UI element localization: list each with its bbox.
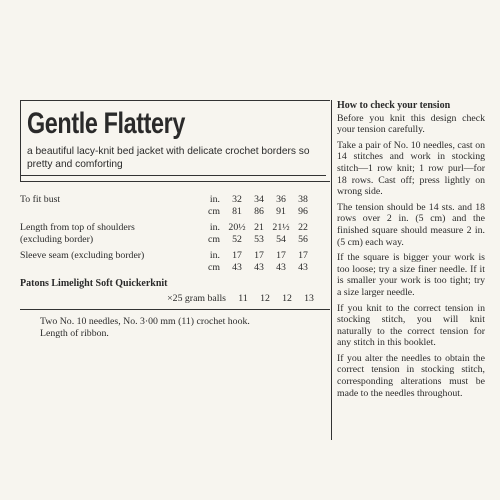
measure-value: 56 bbox=[298, 233, 308, 245]
measure-value: 36 bbox=[276, 194, 286, 205]
tension-paragraph: Before you knit this design check your tension carefully. bbox=[337, 112, 485, 136]
measure-value: 17 bbox=[298, 250, 308, 261]
tension-paragraph: If you alter the needles to obtain the correct tension in stocking stitch, corresponding alterations must be made to the needles throughout. bbox=[337, 352, 485, 399]
yarn-value: 12 bbox=[282, 292, 292, 304]
measure-value: 43 bbox=[254, 261, 264, 273]
measure-unit: in. bbox=[209, 250, 220, 261]
measurements-table bbox=[20, 194, 330, 310]
measure-unit: in. bbox=[209, 194, 220, 205]
yarn-value: 12 bbox=[260, 292, 270, 304]
measure-row bbox=[20, 194, 330, 206]
measure-group-bust bbox=[20, 194, 330, 217]
measure-value: 54 bbox=[276, 233, 286, 245]
measure-value: 38 bbox=[298, 194, 308, 205]
measure-value: 43 bbox=[232, 261, 242, 273]
measure-unit: in. bbox=[209, 222, 220, 233]
measure-value: 17 bbox=[254, 250, 264, 261]
yarn-quantity-label: ×25 gram balls bbox=[167, 292, 226, 304]
measure-group-length bbox=[20, 222, 330, 245]
ribbon-line: Length of ribbon. bbox=[40, 327, 109, 339]
subtitle: a beautiful lacy-knit bed jacket with delicate crochet borders so pretty and comforting bbox=[21, 145, 326, 176]
yarn-name: Patons Limelight Soft Quickerknit bbox=[20, 278, 168, 289]
measure-value: 43 bbox=[276, 261, 286, 273]
measure-value: 52 bbox=[232, 233, 242, 245]
measure-label: Sleeve seam (excluding border) bbox=[20, 250, 145, 261]
measure-value: 81 bbox=[232, 205, 242, 217]
measure-value: 32 bbox=[232, 194, 242, 205]
measure-value: 96 bbox=[298, 205, 308, 217]
measure-value: 17 bbox=[232, 250, 242, 261]
measure-row bbox=[20, 222, 330, 234]
title-box bbox=[20, 100, 330, 182]
tension-paragraph: The tension should be 14 sts. and 18 rows over 2 in. (5 cm) and the finished square should measure 2 in. (5 cm) each way. bbox=[337, 201, 485, 248]
needles-section bbox=[20, 316, 330, 339]
measure-label: Length from top of shoulders bbox=[20, 222, 135, 233]
measure-group-sleeve bbox=[20, 250, 330, 273]
left-column bbox=[20, 100, 330, 339]
measure-value: 22 bbox=[298, 222, 308, 233]
measure-row bbox=[20, 206, 330, 218]
tension-paragraph: If you knit to the correct tension in stocking stitch, you will knit naturally to the correct tension for any stitch in this booklet. bbox=[337, 302, 485, 349]
measure-unit: cm bbox=[208, 261, 220, 273]
measure-label: To fit bust bbox=[20, 194, 61, 205]
measure-label: (excluding border) bbox=[20, 233, 94, 245]
measure-row bbox=[20, 250, 330, 262]
measure-row bbox=[20, 234, 330, 246]
tension-paragraph: If the square is bigger your work is too loose; try a size finer needle. If it is smaller your work is too tight; try a size larger needle. bbox=[337, 252, 485, 298]
tension-column bbox=[331, 100, 485, 440]
measure-value: 21 bbox=[254, 222, 264, 233]
tension-heading: How to check your tension bbox=[337, 100, 451, 111]
measure-value: 53 bbox=[254, 233, 264, 245]
measure-unit: cm bbox=[208, 205, 220, 217]
measure-value: 91 bbox=[276, 205, 286, 217]
measure-value: 21½ bbox=[272, 222, 290, 233]
measure-value: 43 bbox=[298, 261, 308, 273]
yarn-value: 13 bbox=[304, 292, 314, 304]
measure-value: 34 bbox=[254, 194, 264, 205]
measure-value: 17 bbox=[276, 250, 286, 261]
yarn-quantity-row bbox=[20, 293, 330, 311]
tension-paragraph: Take a pair of No. 10 needles, cast on 14 stitches and work in stocking stitch—1 row knit; 1 row purl—for 18 rows. Cast off; press lightly on wrong side. bbox=[337, 139, 485, 198]
page-title: Gentle Flattery bbox=[27, 107, 185, 140]
measure-value: 20½ bbox=[228, 222, 246, 233]
yarn-value: 11 bbox=[238, 292, 248, 304]
measure-row bbox=[20, 262, 330, 274]
needles-line: Two No. 10 needles, No. 3·00 mm (11) crochet hook. bbox=[40, 316, 250, 327]
measure-unit: cm bbox=[208, 233, 220, 245]
measure-value: 86 bbox=[254, 205, 264, 217]
